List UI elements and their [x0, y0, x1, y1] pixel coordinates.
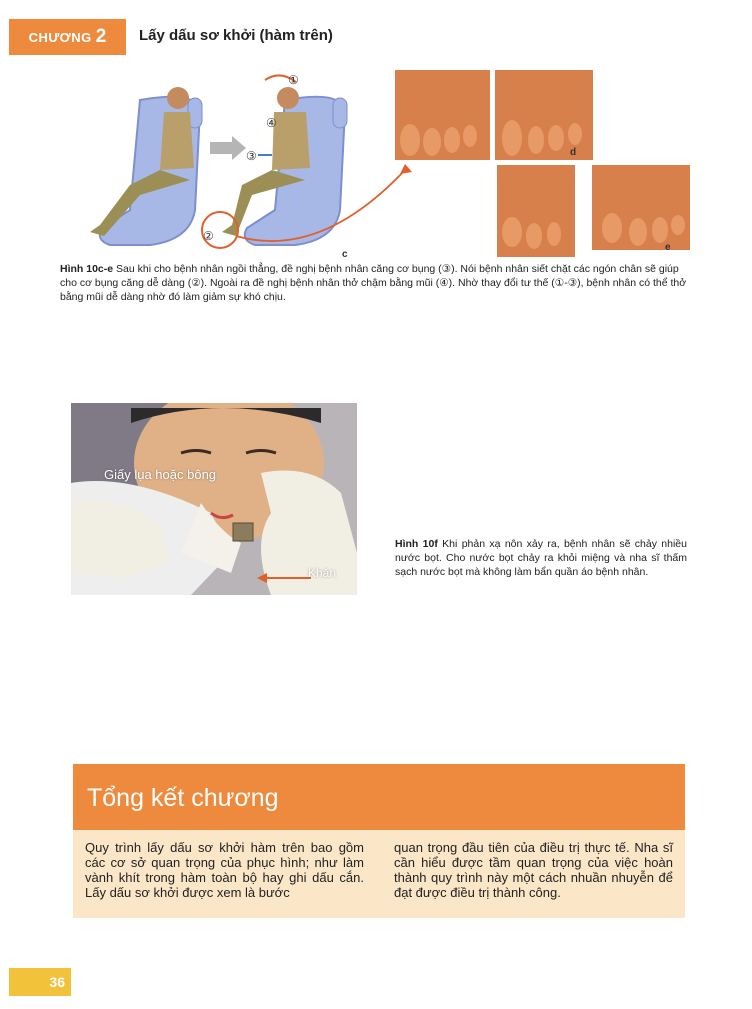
figure-letter-c: c: [342, 249, 348, 260]
circle-label-4: ④: [266, 116, 277, 130]
chapter-title: Lấy dấu sơ khởi (hàm trên): [139, 27, 333, 44]
caption2-text: Khi phản xạ nôn xảy ra, bệnh nhân sẽ chảy nhiều nước bọt. Cho nước bọt chảy ra khỏi miệng và nha sĩ thấm sạch nước bọt mà không làm bẩn quần áo bệnh nhân.: [395, 538, 687, 578]
caption-lead: Hình 10c-e: [60, 263, 114, 275]
summary-title: Tổng kết chương: [73, 764, 685, 830]
circle-label-1: ①: [288, 73, 299, 87]
circle-label-3: ③: [246, 149, 257, 163]
circle-label-2: ②: [203, 229, 214, 243]
transition-arrow: [210, 136, 246, 160]
chapter-summary-box: [73, 764, 685, 918]
summary-column-1: Quy trình lấy dấu sơ khởi hàm trên bao gồm các cơ sở quan trọng của phục hình; như làm vành khít trong hàm toàn bộ hay ghi dấu cắn. Lấy dấu sơ khởi được xem là bước: [85, 840, 364, 900]
photo-label-towel: Khăn: [308, 566, 337, 580]
patient-chair-illustration-1: [90, 87, 202, 245]
photo-label-tissue: Giấy lụa hoặc bông: [104, 467, 217, 482]
figure-10c-e-caption: [60, 262, 688, 304]
caption2-lead: Hình 10f: [395, 538, 438, 550]
figure-letter-e: e: [665, 242, 671, 253]
foot-photos: [395, 70, 690, 257]
chapter-number: 2: [95, 26, 107, 47]
page-number: 36: [9, 968, 71, 996]
figure-letter-d: d: [570, 147, 577, 158]
chapter-word: CHƯƠNG: [28, 29, 92, 45]
summary-columns: [73, 830, 685, 900]
chapter-tab: [9, 19, 126, 55]
figure-10f-caption: [395, 537, 687, 579]
figure-10c-e: [60, 60, 700, 260]
caption-text: Sau khi cho bệnh nhân ngồi thẳng, đề nghị bệnh nhân căng cơ bụng (③). Nói bệnh nhân siết chặt các ngón chân sẽ giúp cho cơ bụng căng dễ dàng (②). Ngoài ra đề nghị bệnh nhân thở chậm bằng mũi (④). Nhờ thay đổi tư thế (①-③), bệnh nhân có thể thở bằng mũi dễ dàng nhờ đó làm giảm sự khó chịu.: [60, 263, 687, 303]
patient-chair-illustration-2: [202, 75, 412, 248]
summary-column-2: quan trọng đầu tiên của điều trị thực tế. Nha sĩ cần hiểu được tầm quan trọng của việc hoàn thành quy trình này một cách nhuần nhuyễn để đạt được điều trị thành công.: [394, 840, 673, 900]
